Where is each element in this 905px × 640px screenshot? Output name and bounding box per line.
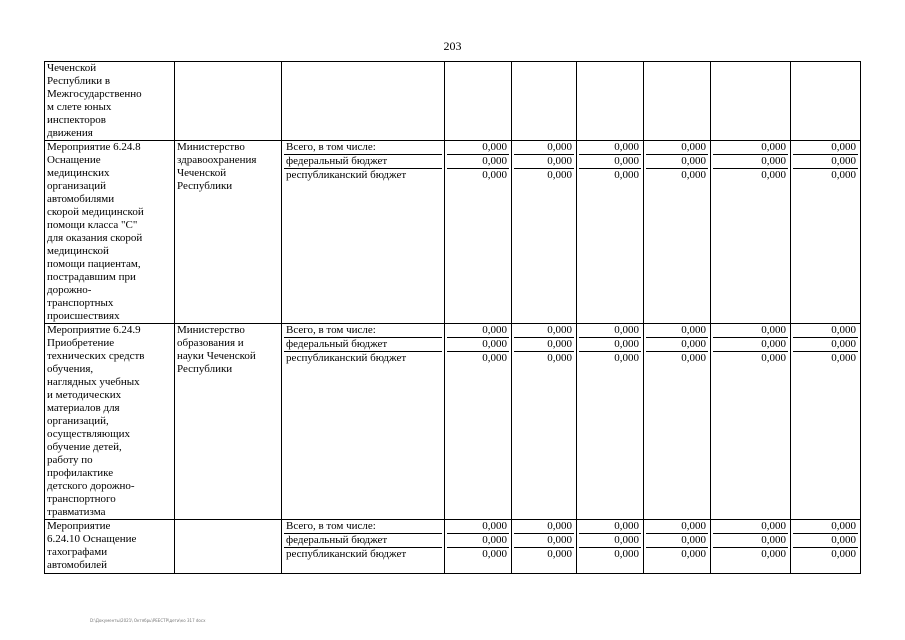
budget-table xyxy=(44,61,861,574)
value-cell xyxy=(445,324,512,520)
value-cell xyxy=(711,62,791,141)
amount-value: 0,000 xyxy=(713,324,788,338)
amount-value: 0,000 xyxy=(447,520,509,534)
amount-value: 0,000 xyxy=(447,534,509,548)
file-path-footer: D:\Документы\2021\ Октябрь\РЕЕСТР\дети\ко 317 docx xyxy=(90,618,206,623)
value-cell xyxy=(445,141,512,324)
amount-value: 0,000 xyxy=(761,352,786,364)
amount-value: 0,000 xyxy=(614,548,639,560)
value-cell xyxy=(577,62,644,141)
activity-cell: Мероприятие 6.24.8 Оснащение медицинских организаций автомобилями скорой медицинской помощи класса "С" для оказания скорой медицинской помощи пациентам, пострадавшим при дорожно- транспортных происшествиях xyxy=(45,141,175,324)
executor-cell xyxy=(175,62,282,141)
amount-value: 0,000 xyxy=(681,352,706,364)
amount-value: 0,000 xyxy=(646,534,708,548)
funding-source-label: федеральный бюджет xyxy=(284,534,442,548)
amount-value: 0,000 xyxy=(579,324,641,338)
executor-cell xyxy=(175,520,282,574)
table-row xyxy=(45,520,861,574)
value-cell xyxy=(512,62,577,141)
amount-value: 0,000 xyxy=(761,548,786,560)
amount-value: 0,000 xyxy=(447,141,509,155)
amount-value: 0,000 xyxy=(681,548,706,560)
amount-value: 0,000 xyxy=(579,534,641,548)
value-cell xyxy=(711,141,791,324)
value-cell xyxy=(791,520,861,574)
funding-source-label: федеральный бюджет xyxy=(284,338,442,352)
table-row xyxy=(45,141,861,324)
amount-value: 0,000 xyxy=(646,155,708,169)
value-cell xyxy=(445,520,512,574)
value-cell xyxy=(577,324,644,520)
amount-value: 0,000 xyxy=(579,338,641,352)
amount-value: 0,000 xyxy=(514,141,574,155)
amount-value: 0,000 xyxy=(482,548,507,560)
funding-source-label: республиканский бюджет xyxy=(286,548,407,560)
amount-value: 0,000 xyxy=(793,520,858,534)
activity-cell: Мероприятие 6.24.10 Оснащение тахографами автомобилей xyxy=(45,520,175,574)
amount-value: 0,000 xyxy=(646,141,708,155)
funding-source-cell xyxy=(282,520,445,574)
value-cell xyxy=(577,141,644,324)
amount-value: 0,000 xyxy=(482,352,507,364)
value-cell xyxy=(791,324,861,520)
amount-value: 0,000 xyxy=(547,352,572,364)
amount-value: 0,000 xyxy=(447,155,509,169)
amount-value: 0,000 xyxy=(793,338,858,352)
amount-value: 0,000 xyxy=(514,155,574,169)
value-cell xyxy=(577,520,644,574)
amount-value: 0,000 xyxy=(579,155,641,169)
funding-source-cell xyxy=(282,324,445,520)
amount-value: 0,000 xyxy=(646,338,708,352)
amount-value: 0,000 xyxy=(646,520,708,534)
amount-value: 0,000 xyxy=(514,324,574,338)
value-cell xyxy=(445,62,512,141)
value-cell xyxy=(644,324,711,520)
funding-source-label: федеральный бюджет xyxy=(284,155,442,169)
activity-cell: Мероприятие 6.24.9 Приобретение технических средств обучения, наглядных учебных и методических материалов для организаций, осуществляющих обучение детей, работу по профилактике детского дорожно- транспортного травматизма xyxy=(45,324,175,520)
value-cell xyxy=(644,520,711,574)
amount-value: 0,000 xyxy=(713,534,788,548)
amount-value: 0,000 xyxy=(579,520,641,534)
amount-value: 0,000 xyxy=(614,352,639,364)
amount-value: 0,000 xyxy=(447,338,509,352)
amount-value: 0,000 xyxy=(579,141,641,155)
funding-source-label: Всего, в том числе: xyxy=(284,520,442,534)
value-cell xyxy=(512,324,577,520)
value-cell xyxy=(644,62,711,141)
value-cell xyxy=(711,520,791,574)
activity-cell: Чеченской Республики в Межгосударственно м слете юных инспекторов движения xyxy=(45,62,175,141)
amount-value: 0,000 xyxy=(793,155,858,169)
executor-cell: Министерство здравоохранения Чеченской Республики xyxy=(175,141,282,324)
amount-value: 0,000 xyxy=(547,548,572,560)
table-row xyxy=(45,62,861,141)
amount-value: 0,000 xyxy=(793,324,858,338)
funding-source-cell xyxy=(282,141,445,324)
amount-value: 0,000 xyxy=(447,324,509,338)
amount-value: 0,000 xyxy=(793,141,858,155)
funding-source-label: Всего, в том числе: xyxy=(284,324,442,338)
amount-value: 0,000 xyxy=(681,169,706,181)
amount-value: 0,000 xyxy=(514,534,574,548)
amount-value: 0,000 xyxy=(831,169,856,181)
amount-value: 0,000 xyxy=(547,169,572,181)
funding-source-cell xyxy=(282,62,445,141)
funding-source-label: республиканский бюджет xyxy=(286,352,407,364)
amount-value: 0,000 xyxy=(713,338,788,352)
amount-value: 0,000 xyxy=(514,520,574,534)
value-cell xyxy=(791,141,861,324)
value-cell xyxy=(512,141,577,324)
amount-value: 0,000 xyxy=(482,169,507,181)
value-cell xyxy=(711,324,791,520)
funding-source-label: республиканский бюджет xyxy=(286,169,407,181)
amount-value: 0,000 xyxy=(713,155,788,169)
amount-value: 0,000 xyxy=(831,548,856,560)
amount-value: 0,000 xyxy=(761,169,786,181)
amount-value: 0,000 xyxy=(614,169,639,181)
amount-value: 0,000 xyxy=(793,534,858,548)
amount-value: 0,000 xyxy=(831,352,856,364)
amount-value: 0,000 xyxy=(713,141,788,155)
executor-cell: Министерство образования и науки Чеченской Республики xyxy=(175,324,282,520)
funding-source-label: Всего, в том числе: xyxy=(284,141,442,155)
amount-value: 0,000 xyxy=(514,338,574,352)
amount-value: 0,000 xyxy=(713,520,788,534)
page-number: 203 xyxy=(443,39,462,53)
table-row xyxy=(45,324,861,520)
value-cell xyxy=(644,141,711,324)
value-cell xyxy=(512,520,577,574)
amount-value: 0,000 xyxy=(646,324,708,338)
value-cell xyxy=(791,62,861,141)
